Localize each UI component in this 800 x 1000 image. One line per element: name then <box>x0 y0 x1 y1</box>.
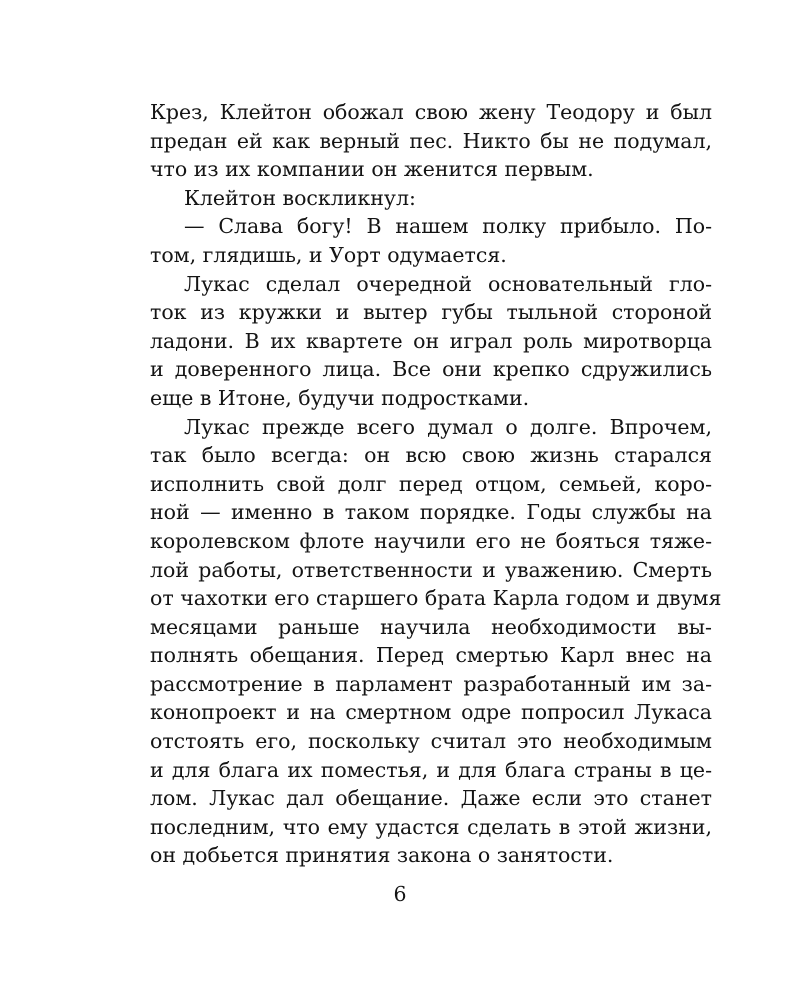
text-line: королевском флоте научили его не бояться тяже- <box>150 528 712 553</box>
paragraph <box>150 212 712 269</box>
text-line: рассмотрение в парламент разработанный им за- <box>150 671 712 696</box>
text-line: месяцами раньше научила необходимости вы- <box>150 614 712 639</box>
text-line: ной — именно в таком порядке. Годы службы на <box>150 500 712 525</box>
text-line: отстоять его, поскольку считал это необходимым <box>150 729 712 754</box>
text-line: он добьется принятия закона о занятости. <box>150 843 614 868</box>
text-line: лом. Лукас дал обещание. Даже если это станет <box>150 786 712 811</box>
text-line: — Слава богу! В нашем полку прибыло. По- <box>184 214 712 239</box>
text-line: последним, что ему удастся сделать в этой жизни, <box>150 814 712 839</box>
paragraph <box>150 270 712 413</box>
text-line: лой работы, ответственности и уважению. Смерть <box>150 557 712 582</box>
text-line: от чахотки его старшего брата Карла годом и двумя <box>150 586 722 611</box>
text-line: Крез, Клейтон обожал свою жену Теодору и был <box>150 100 712 124</box>
text-line: конопроект и на смертном одре попросил Лукаса <box>150 700 712 725</box>
page-number: 6 <box>393 882 407 906</box>
text-line: Лукас прежде всего думал о долге. Впрочем, <box>184 414 712 439</box>
text-line: предан ей как верный пес. Никто бы не подумал, <box>150 128 712 153</box>
text-line: Клейтон воскликнул: <box>184 185 416 210</box>
body-text <box>150 98 722 870</box>
text-line: полнять обещания. Перед смертью Карл внес на <box>150 643 712 668</box>
text-line: и доверенного лица. Все они крепко сдружились <box>150 357 712 382</box>
paragraph <box>150 184 712 213</box>
text-line: ладони. В их квартете он играл роль миротворца <box>150 328 712 353</box>
text-line: что из их компании он женится первым. <box>150 157 594 182</box>
paragraph <box>150 413 722 871</box>
text-line: еще в Итоне, будучи подростками. <box>150 385 530 410</box>
text-line: том, глядишь, и Уорт одумается. <box>150 242 507 267</box>
paragraph <box>150 98 712 184</box>
text-line: ток из кружки и вытер губы тыльной стороной <box>150 300 712 325</box>
text-line: исполнить свой долг перед отцом, семьей, коро- <box>150 471 712 496</box>
text-line: и для блага их поместья, и для блага страны в це- <box>150 757 712 782</box>
text-line: Лукас сделал очередной основательный гло- <box>184 271 712 296</box>
text-line: так было всегда: он всю свою жизнь старался <box>150 443 712 468</box>
